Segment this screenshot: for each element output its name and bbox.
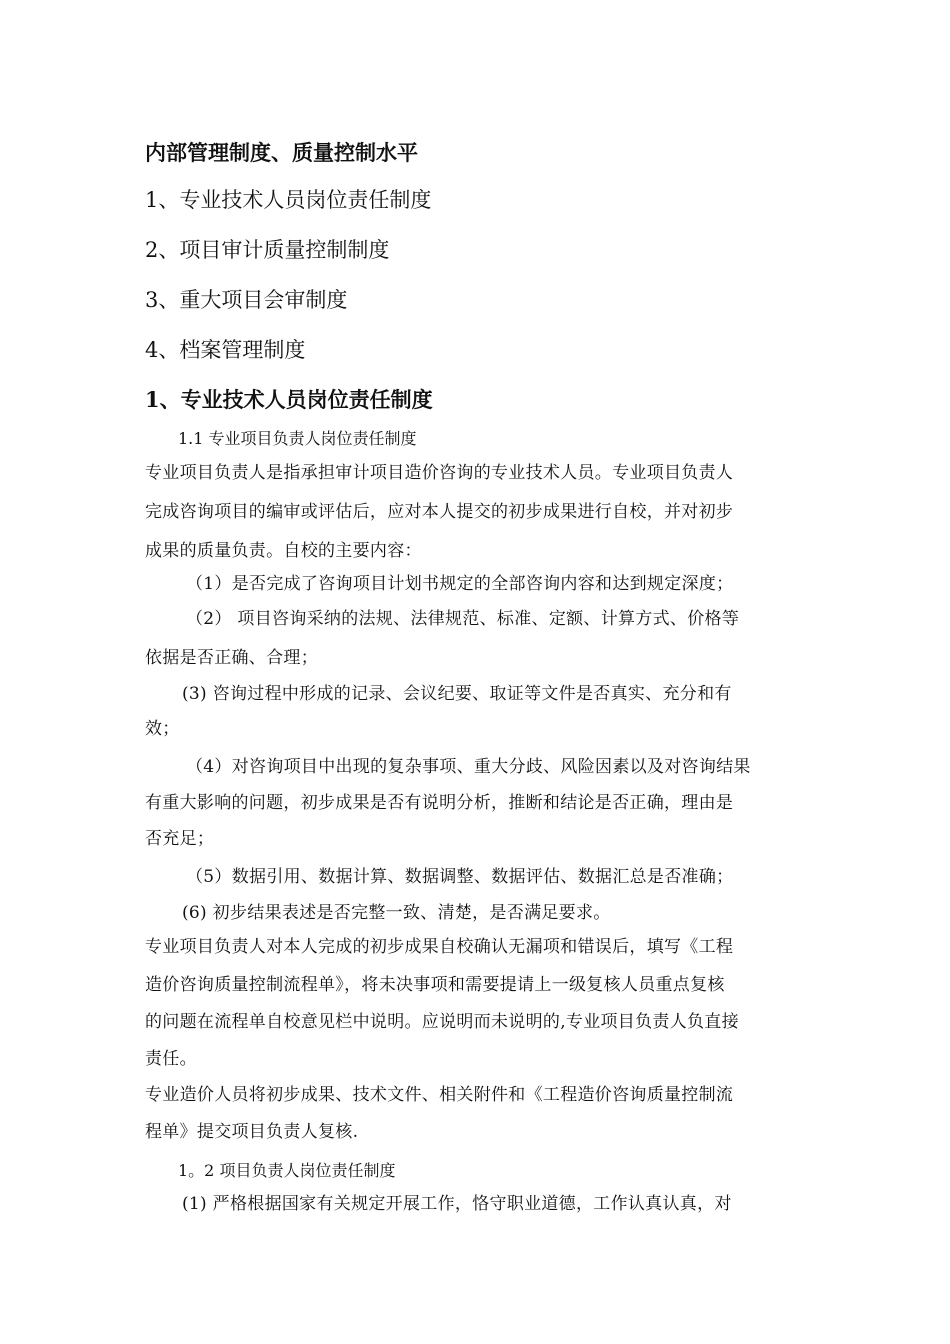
- list-item: （1）是否完成了咨询项目计划书规定的全部咨询内容和达到规定深度；: [186, 574, 734, 594]
- list-item: (1) 严格根据国家有关规定开展工作，恪守职业道德，工作认真认真，对: [182, 1194, 732, 1214]
- paragraph-line: 专业项目负责人对本人完成的初步成果自校确认无漏项和错误后，填写《工程: [145, 937, 734, 957]
- toc-item-3: 3、重大项目会审制度: [145, 288, 348, 312]
- list-item-continued: 否充足；: [145, 829, 215, 849]
- subsection-heading: 1。2 项目负责人岗位责任制度: [178, 1161, 396, 1180]
- paragraph-line: 程单》提交项目负责人复核.: [145, 1122, 359, 1142]
- toc-item-4: 4、档案管理制度: [145, 338, 306, 362]
- list-item: (3) 咨询过程中形成的记录、会议纪要、取证等文件是否真实、充分和有: [182, 684, 732, 704]
- paragraph-line: 专业造价人员将初步成果、技术文件、相关附件和《工程造价咨询质量控制流: [145, 1085, 734, 1105]
- paragraph-line: 专业项目负责人是指承担审计项目造价咨询的专业技术人员。专业项目负责人: [145, 463, 734, 483]
- toc-item-2: 2、项目审计质量控制制度: [145, 238, 390, 262]
- list-item: （5）数据引用、数据计算、数据调整、数据评估、数据汇总是否准确；: [186, 867, 734, 887]
- list-item-continued: 效；: [145, 719, 180, 739]
- list-item-continued: 依据是否正确、合理；: [145, 648, 318, 668]
- subsection-heading: 1.1 专业项目负责人岗位责任制度: [178, 429, 417, 448]
- list-item-continued: 有重大影响的问题，初步成果是否有说明分析，推断和结论是否正确，理由是: [145, 793, 734, 813]
- paragraph-line: 成果的质量负责。自校的主要内容：: [145, 541, 422, 561]
- paragraph-line: 的问题在流程单自校意见栏中说明。应说明而未说明的,专业项目负责人负直接: [145, 1012, 739, 1032]
- list-item: (6) 初步结果表述是否完整一致、清楚，是否满足要求。: [182, 903, 611, 923]
- paragraph-line: 责任。: [145, 1049, 197, 1069]
- list-item: （4）对咨询项目中出现的复杂事项、重大分歧、风险因素以及对咨询结果: [186, 757, 751, 777]
- paragraph-line: 造价咨询质量控制流程单》，将未决事项和需要提请上一级复核人员重点复核: [145, 975, 725, 995]
- list-item: （2） 项目咨询采纳的法规、法律规范、标准、定额、计算方式、价格等: [186, 609, 740, 629]
- section-heading: 1、专业技术人员岗位责任制度: [145, 387, 433, 412]
- toc-item-1: 1、专业技术人员岗位责任制度: [145, 188, 432, 212]
- paragraph-line: 完成咨询项目的编审或评估后，应对本人提交的初步成果进行自校，并对初步: [145, 502, 734, 522]
- page-title: 内部管理制度、质量控制水平: [145, 140, 418, 165]
